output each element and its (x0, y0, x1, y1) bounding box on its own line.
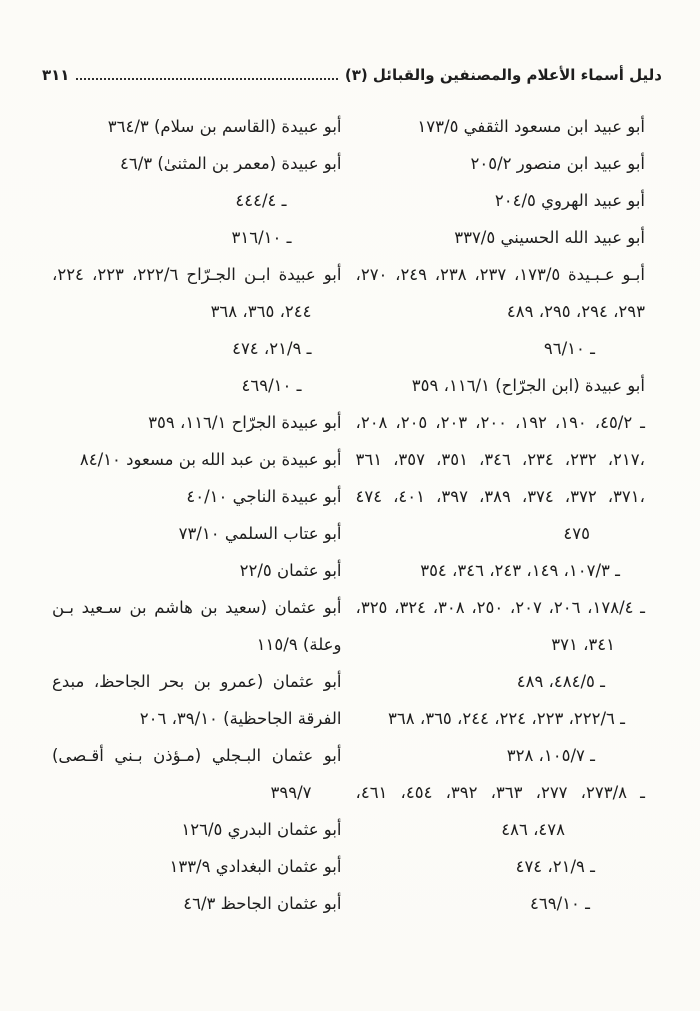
index-line: أبو عبيدة الناجي ٤٠/١٠ (186, 487, 342, 506)
index-line: ـ ١٠٥/٧، ٣٢٨ (506, 746, 595, 765)
index-line: أبو عثمان ٢٢/٥ (239, 561, 342, 580)
index-line: ـ ٢١/٩، ٤٧٤ (232, 339, 312, 358)
index-line: أبو عبيدة الجرّاح ١١٦/١، ٣٥٩ (148, 413, 342, 432)
index-line: أبو عبيد الهروي ٢٠٤/٥ (494, 191, 645, 210)
index-column-left (52, 108, 342, 922)
index-line: ـ ٢٢٢/٦، ٢٢٣، ٢٢٤، ٢٤٤، ٣٦٥، ٣٦٨ (388, 709, 625, 728)
index-line: ـ ٤٤٤/٤ (235, 191, 287, 210)
index-line: أبو عبيد الله الحسيني ٣٣٧/٥ (454, 228, 645, 247)
index-line: ـ ٤٨٤/٥، ٤٨٩ (516, 672, 605, 691)
header-title: دليل أسماء الأعلام والمصنفين والقبائل (٣) (344, 66, 662, 84)
index-line: أبـو عـبـيدة ١٧٣/٥، ٢٣٧، ٢٣٨، ٢٤٩، ٢٧٠، (355, 265, 645, 284)
index-line: وعلة) ١١٥/٩ (256, 635, 342, 654)
index-line: ـ ٤٦٩/١٠ (530, 894, 590, 913)
index-line: ـ ٢١/٩، ٤٧٤ (515, 857, 595, 876)
index-line: ـ ٩٦/١٠ (543, 339, 595, 358)
index-line: ـ ٣١٦/١٠ (231, 228, 292, 247)
index-line: ٤٧٨، ٤٨٦ (501, 820, 565, 839)
index-column-right (356, 108, 646, 922)
dotted-leader (76, 78, 337, 80)
index-line: ـ ١٧٨/٤، ٢٠٦، ٢٠٧، ٢٥٠، ٣٠٨، ٣٢٤، ٣٢٥، (355, 598, 646, 617)
index-line: ٢٤٤، ٣٦٥، ٣٦٨ (210, 302, 312, 321)
index-line: ـ ٤٥/٢، ١٩٠، ١٩٢، ٢٠٠، ٢٠٣، ٢٠٥، ٢٠٨، (355, 413, 646, 432)
running-header (42, 60, 662, 84)
index-line: أبو عثمان البغدادي ١٣٣/٩ (169, 857, 342, 876)
index-line: أبو عبيدة (معمر بن المثنىٰ) ٤٦/٣ (119, 154, 342, 173)
index-line: الفرقة الجاحظية) ٣٩/١٠، ٢٠٦ (139, 709, 342, 728)
index-line: أبو عبيدة (ابن الجرّاح) ١١٦/١، ٣٥٩ (411, 376, 645, 395)
index-line: ـ ١٠٧/٣، ١٤٩، ٢٤٣، ٣٤٦، ٣٥٤ (420, 561, 620, 580)
index-line: أبو عبيدة ابـن الجـرّاح ٢٢٢/٦، ٢٢٣، ٢٢٤، (52, 265, 342, 284)
index-line: أبو عبيد ابن مسعود الثقفي ١٧٣/٥ (417, 117, 645, 136)
index-line: ـ ٢٧٣/٨، ٢٧٧، ٣٦٣، ٣٩٢، ٤٥٤، ٤٦١، (355, 783, 645, 802)
index-columns (52, 108, 645, 922)
index-line: أبو عبيدة (القاسم بن سلام) ٣٦٤/٣ (107, 117, 342, 136)
index-line: أبو عثمان البدري ١٢٦/٥ (181, 820, 342, 839)
index-line: أبو عبيد ابن منصور ٢٠٥/٢ (470, 154, 645, 173)
page-number: ٣١١ (42, 66, 70, 84)
index-line: أبو عثمان (عمرو بن بحر الجاحظ، مبدع (52, 672, 342, 691)
index-line: أبو عبيدة بن عبد الله بن مسعود ٨٤/١٠ (79, 450, 342, 469)
index-line: ٢٩٣، ٢٩٤، ٢٩٥، ٤٨٩ (506, 302, 645, 321)
index-line: ٤٧٥ (563, 524, 590, 543)
index-line: ٣٩٩/٧ (270, 783, 312, 802)
index-line: ٣٤١، ٣٧١ (551, 635, 615, 654)
index-line: ٣٧١، ٣٧٢، ٣٧٤، ٣٨٩، ٣٩٧، ٤٠١، ٤٧٤، (355, 487, 645, 506)
index-line: ـ ٤٦٩/١٠ (241, 376, 302, 395)
index-line: أبو عثمان البـجلي (مـؤذن بـني أقـصى) (52, 746, 342, 765)
index-line: أبو عتاب السلمي ٧٣/١٠ (178, 524, 342, 543)
index-line: ٢١٧، ٢٣٢، ٢٣٤، ٣٤٦، ٣٥١، ٣٥٧، ٣٦١، (355, 450, 645, 469)
index-line: أبو عثمان الجاحظ ٤٦/٣ (183, 894, 342, 913)
index-line: أبو عثمان (سعيد بن هاشم بن سـعيد بـن (52, 598, 342, 617)
